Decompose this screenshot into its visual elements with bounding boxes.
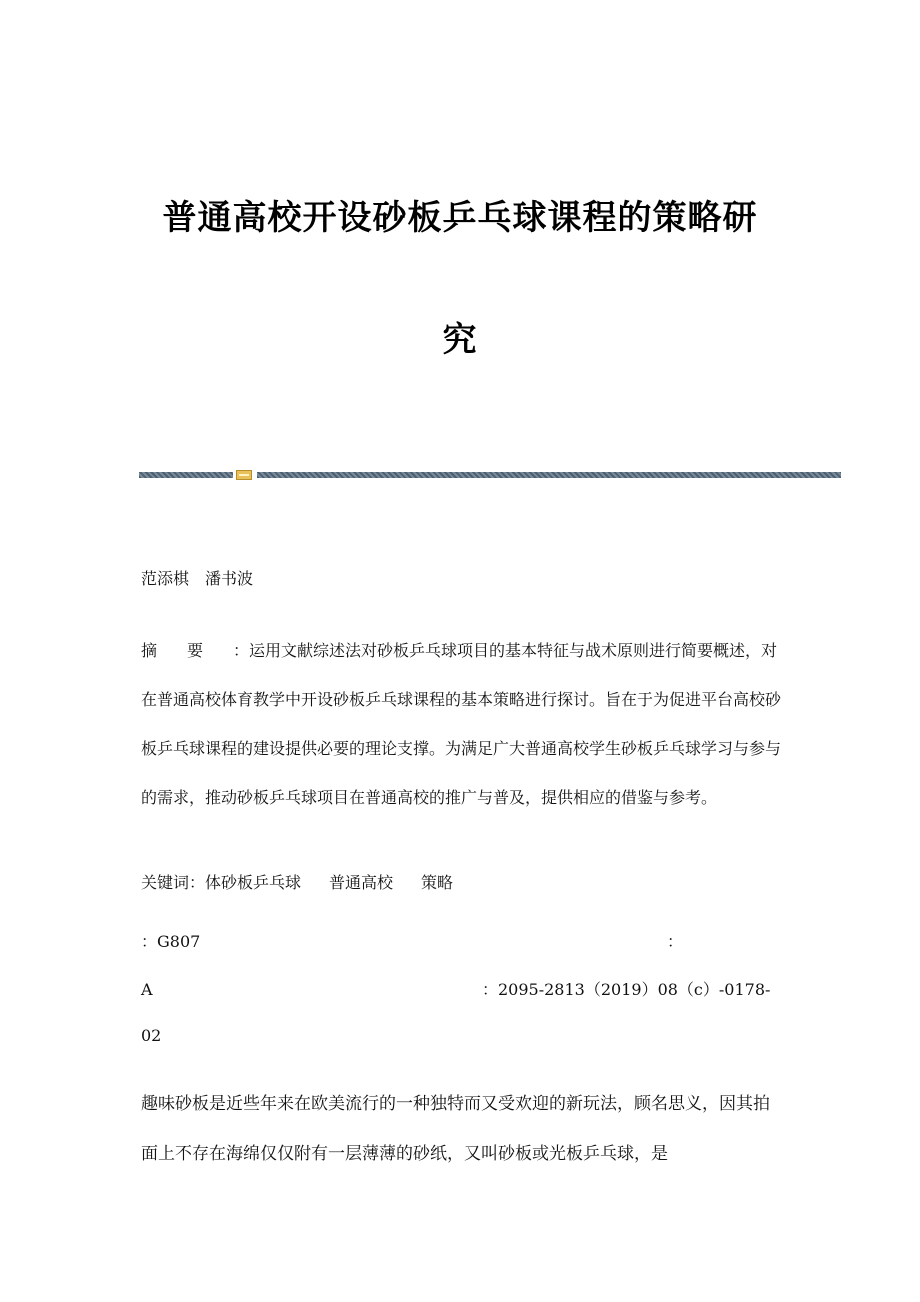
authors: 范添棋 潘书波	[141, 569, 254, 588]
abstract-label: 摘要	[141, 641, 234, 660]
keywords	[141, 873, 481, 893]
page-title-line-2: 究	[442, 320, 478, 360]
abstract	[141, 626, 781, 822]
keyword-item: 策略	[421, 873, 454, 892]
divider-ornament-icon	[236, 470, 252, 480]
title-divider	[139, 470, 841, 480]
keyword-item: 体砂板乒乓球	[205, 873, 302, 892]
doc-code-colon: ：	[667, 932, 684, 951]
article-number: ：2095-2813（2019）08（c）-0178-	[482, 980, 771, 999]
abstract-text: ：运用文献综述法对砂板乒乓球项目的基本特征与战术原则进行简要概述，对在普通高校体育教学中开设砂板乒乓球课程的基本策略进行探讨。旨在于为促进平台高校砂板乒乓球课程的建设提供必要的理论支撑。为满足广大普通高校学生砂板乒乓球学习与参与的需求，推动砂板乒乓球项目在普通高校的推广与普及，提供相应的借鉴与参考。	[141, 641, 782, 807]
clc-number: ：G807	[141, 932, 201, 951]
keywords-label: 关键词：	[141, 873, 206, 892]
divider-bar-left	[139, 472, 233, 478]
divider-bar-right	[257, 472, 841, 478]
body-paragraph: 趣味砂板是近些年来在欧美流行的一种独特而又受欢迎的新玩法，顾名思义，因其拍面上不存在海绵仅仅附有一层薄薄的砂纸，又叫砂板或光板乒乓球，是	[141, 1094, 770, 1164]
page-title-line-1: 普通高校开设砂板乒乓球课程的策略研	[162, 198, 758, 238]
document-code: A	[141, 980, 153, 999]
keyword-item: 普通高校	[329, 873, 394, 892]
article-number-continued: 02	[141, 1026, 162, 1045]
